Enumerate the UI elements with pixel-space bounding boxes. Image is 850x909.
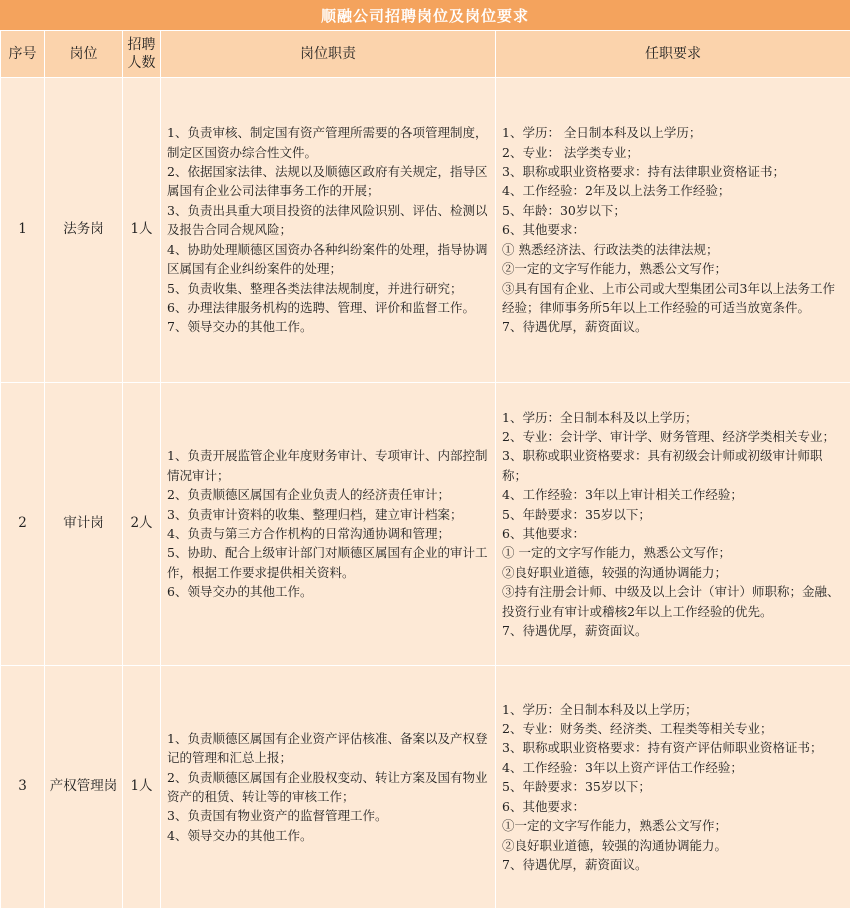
row-duties <box>161 78 496 383</box>
duty-line: 5、负责收集、整理各类法律法规制度，并进行研究； <box>167 279 489 298</box>
row-count: 1人 <box>123 78 161 383</box>
duty-line: 3、负责审计资料的收集、整理归档，建立审计档案； <box>167 505 489 524</box>
page-title: 顺融公司招聘岗位及岗位要求 <box>0 0 850 30</box>
requirement-line: ③持有注册会计师、中级及以上会计（审计）师职称；金融、投资行业有审计或稽核2年以上工作经验的优先。 <box>502 582 844 621</box>
requirement-line: ②一定的文字写作能力，熟悉公文写作； <box>502 259 844 278</box>
requirement-line: 7、待遇优厚，薪资面议。 <box>502 317 844 336</box>
requirement-line: 4、工作经验：2年及以上法务工作经验； <box>502 181 844 200</box>
duty-line: 6、办理法律服务机构的选聘、管理、评价和监督工作。 <box>167 298 489 317</box>
row-position: 产权管理岗 <box>45 666 123 909</box>
recruitment-table <box>0 30 850 909</box>
header-position: 岗位 <box>45 31 123 78</box>
duty-line: 1、负责顺德区属国有企业资产评估核准、备案以及产权登记的管理和汇总上报； <box>167 729 489 768</box>
row-requirements <box>496 383 850 666</box>
requirement-line: ③具有国有企业、上市公司或大型集团公司3年以上法务工作经验；律师事务所5年以上工作经验的可适当放宽条件。 <box>502 279 844 318</box>
requirement-line: 1、学历： 全日制本科及以上学历； <box>502 123 844 142</box>
requirement-line: 3、职称或职业资格要求：持有法律职业资格证书； <box>502 162 844 181</box>
requirement-line: 1、学历：全日制本科及以上学历； <box>502 408 844 427</box>
requirement-line: 1、学历：全日制本科及以上学历； <box>502 700 844 719</box>
duty-line: 2、依据国家法律、法规以及顺德区政府有关规定，指导区属国有企业公司法律事务工作的开展； <box>167 162 489 201</box>
row-no: 2 <box>1 383 45 666</box>
requirement-line: 3、职称或职业资格要求：具有初级会计师或初级审计师职称； <box>502 446 844 485</box>
duty-line: 4、协助处理顺德区国资办各种纠纷案件的处理，指导协调区属国有企业纠纷案件的处理； <box>167 240 489 279</box>
table-row <box>1 78 850 383</box>
row-duties <box>161 383 496 666</box>
row-no: 1 <box>1 78 45 383</box>
table-row <box>1 666 850 909</box>
requirement-line: ②良好职业道德，较强的沟通协调能力； <box>502 563 844 582</box>
requirement-line: ① 一定的文字写作能力，熟悉公文写作； <box>502 543 844 562</box>
header-no: 序号 <box>1 31 45 78</box>
requirement-line: 5、年龄：30岁以下； <box>502 201 844 220</box>
header-count-line1: 招聘 <box>123 36 160 54</box>
duty-line: 7、领导交办的其他工作。 <box>167 317 489 336</box>
duty-line: 6、领导交办的其他工作。 <box>167 582 489 601</box>
requirement-line: 5、年龄要求：35岁以下； <box>502 777 844 796</box>
requirement-line: 7、待遇优厚，薪资面议。 <box>502 621 844 640</box>
requirement-line: ① 熟悉经济法、行政法类的法律法规； <box>502 240 844 259</box>
requirement-line: 2、专业：财务类、经济类、工程类等相关专业； <box>502 719 844 738</box>
requirement-line: 6、其他要求： <box>502 797 844 816</box>
table-row <box>1 383 850 666</box>
duty-line: 2、负责顺德区属国有企业负责人的经济责任审计； <box>167 485 489 504</box>
row-requirements <box>496 666 850 909</box>
header-duties: 岗位职责 <box>161 31 496 78</box>
requirement-line: 6、其他要求： <box>502 524 844 543</box>
row-requirements <box>496 78 850 383</box>
row-count: 1人 <box>123 666 161 909</box>
row-duties <box>161 666 496 909</box>
duty-line: 2、负责顺德区属国有企业股权变动、转让方案及国有物业资产的租赁、转让等的审核工作； <box>167 768 489 807</box>
duty-line: 3、负责出具重大项目投资的法律风险识别、评估、检测以及报告合同合规风险； <box>167 201 489 240</box>
row-count: 2人 <box>123 383 161 666</box>
requirement-line: 7、待遇优厚，薪资面议。 <box>502 855 844 874</box>
row-position: 法务岗 <box>45 78 123 383</box>
requirement-line: 4、工作经验：3年以上审计相关工作经验； <box>502 485 844 504</box>
requirement-line: ②良好职业道德，较强的沟通协调能力。 <box>502 836 844 855</box>
duty-line: 1、负责审核、制定国有资产管理所需要的各项管理制度，制定区国资办综合性文件。 <box>167 123 489 162</box>
requirement-line: 6、其他要求： <box>502 220 844 239</box>
requirement-line: 5、年龄要求：35岁以下； <box>502 505 844 524</box>
requirement-line: 3、职称或职业资格要求：持有资产评估师职业资格证书； <box>502 738 844 757</box>
header-requirements: 任职要求 <box>496 31 850 78</box>
table-header-row <box>1 31 850 78</box>
duty-line: 4、领导交办的其他工作。 <box>167 826 489 845</box>
requirement-line: 2、专业： 法学类专业； <box>502 143 844 162</box>
requirement-line: 4、工作经验：3年以上资产评估工作经验； <box>502 758 844 777</box>
duty-line: 1、负责开展监管企业年度财务审计、专项审计、内部控制情况审计； <box>167 446 489 485</box>
row-no: 3 <box>1 666 45 909</box>
duty-line: 5、协助、配合上级审计部门对顺德区属国有企业的审计工作，根据工作要求提供相关资料。 <box>167 543 489 582</box>
header-count <box>123 31 161 78</box>
duty-line: 4、负责与第三方合作机构的日常沟通协调和管理； <box>167 524 489 543</box>
requirement-line: 2、专业：会计学、审计学、财务管理、经济学类相关专业； <box>502 427 844 446</box>
header-count-line2: 人数 <box>123 54 160 72</box>
requirement-line: ①一定的文字写作能力，熟悉公文写作； <box>502 816 844 835</box>
row-position: 审计岗 <box>45 383 123 666</box>
duty-line: 3、负责国有物业资产的监督管理工作。 <box>167 806 489 825</box>
